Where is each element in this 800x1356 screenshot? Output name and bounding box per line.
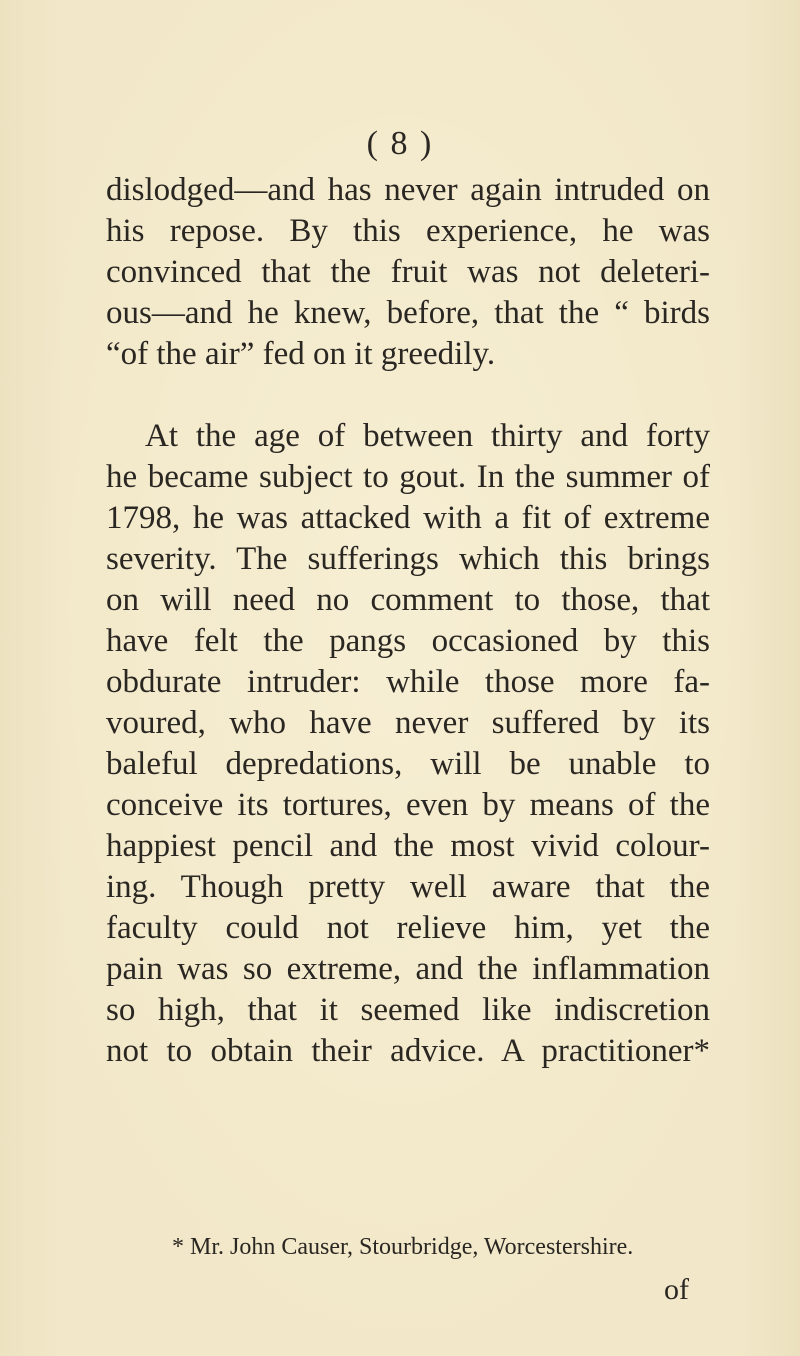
text-line: so high, that it seemed like indiscretion	[106, 992, 710, 1028]
text-line: ous—and he knew, before, that the “ birds	[106, 295, 710, 331]
text-line: dislodged—and has never again intruded on	[106, 172, 710, 208]
footnote: * Mr. John Causer, Stourbridge, Worcestershire.	[172, 1234, 634, 1260]
text-line: on will need no comment to those, that	[106, 582, 710, 618]
page-number: ( 8 )	[366, 125, 434, 162]
text-line: At the age of between thirty and forty	[145, 418, 710, 454]
catchword: of	[664, 1273, 689, 1306]
text-line: have felt the pangs occasioned by this	[106, 623, 710, 659]
text-line: severity. The sufferings which this brings	[106, 541, 710, 577]
text-line: conceive its tortures, even by means of the	[106, 787, 710, 823]
text-line: obdurate intruder: while those more fa-	[106, 664, 710, 700]
text-line: not to obtain their advice. A practitioner*	[106, 1033, 710, 1069]
text-line: “of the air” fed on it greedily.	[106, 336, 496, 372]
text-line: 1798, he was attacked with a fit of extreme	[106, 500, 710, 536]
text-line: pain was so extreme, and the inflammation	[106, 951, 710, 987]
text-line: faculty could not relieve him, yet the	[106, 910, 710, 946]
text-line: ing. Though pretty well aware that the	[106, 869, 710, 905]
text-line: his repose. By this experience, he was	[106, 213, 710, 249]
text-line: happiest pencil and the most vivid colour-	[106, 828, 710, 864]
text-line: baleful depredations, will be unable to	[106, 746, 710, 782]
text-line: voured, who have never suffered by its	[106, 705, 710, 741]
text-line: he became subject to gout. In the summer of	[106, 459, 710, 495]
text-line: convinced that the fruit was not deleteri-	[106, 254, 710, 290]
